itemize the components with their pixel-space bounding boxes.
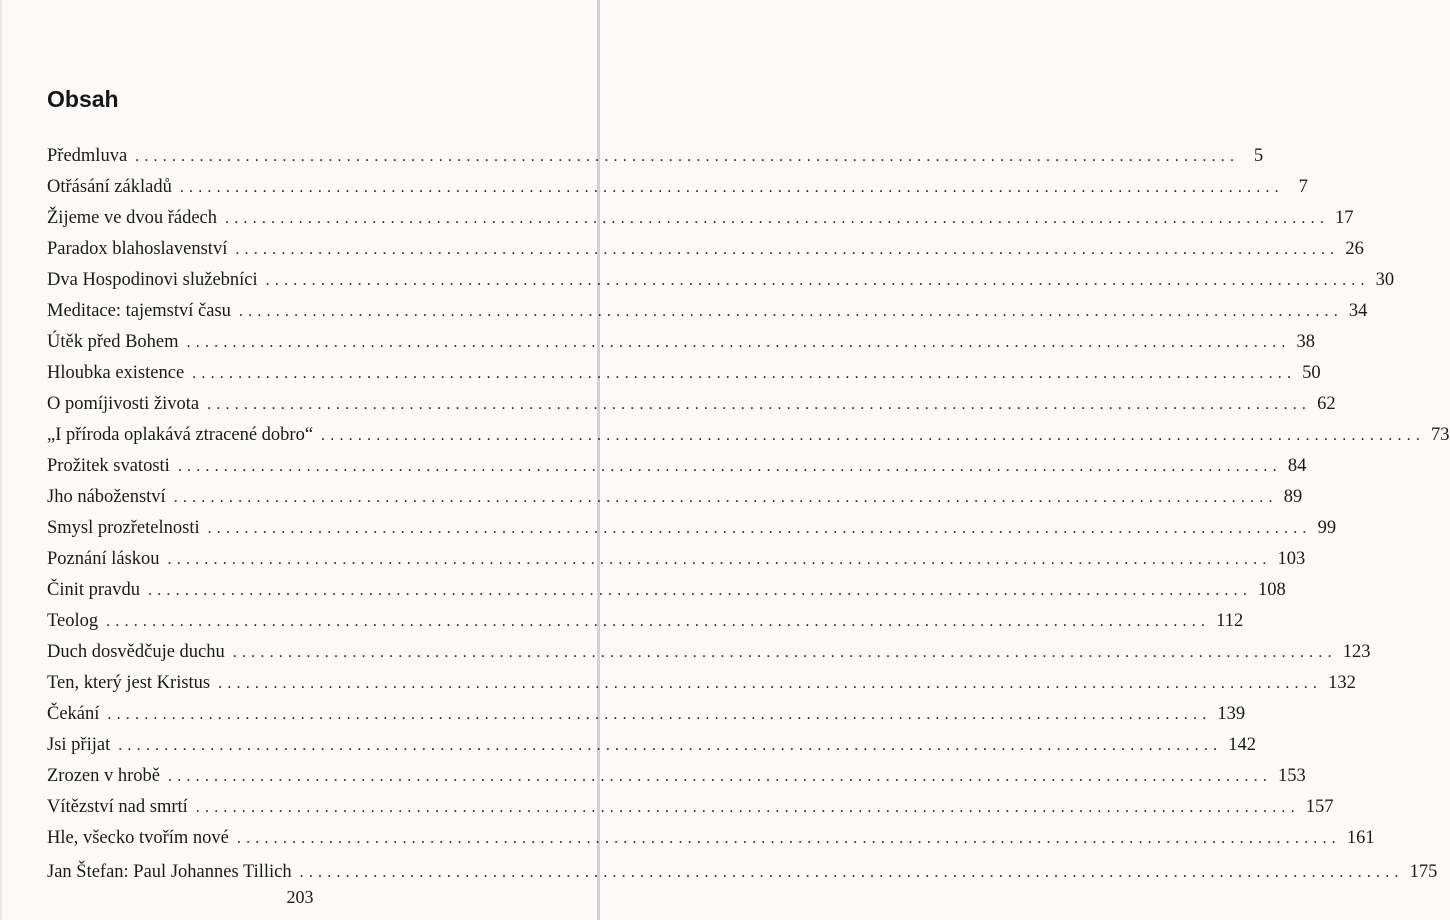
toc-leader-dots: ........................................................................................................................: [218, 675, 1323, 692]
toc-leader-dots: ........................................................................................................................: [192, 365, 1297, 382]
toc-entry-title: Teolog: [47, 611, 99, 631]
toc-entry: [47, 857, 1438, 887]
toc-entry-page: 84: [1287, 456, 1307, 476]
toc-entry: [47, 544, 1306, 574]
toc-entry: [47, 358, 1321, 388]
toc-entry-title: Poznání láskou: [47, 549, 160, 569]
toc-entry-page: 50: [1302, 363, 1321, 383]
toc-entry-page: 139: [1217, 704, 1246, 724]
toc-leader-dots: ........................................................................................................................: [107, 706, 1212, 723]
toc-entry-page: 112: [1216, 611, 1244, 631]
toc-entry-page: 30: [1375, 270, 1395, 290]
toc-entry-page: 157: [1305, 797, 1334, 817]
toc-leader-dots: ........................................................................................................................: [186, 334, 1291, 351]
toc-entry-title: Dva Hospodinovi služebníci: [47, 270, 258, 290]
toc-entry: [47, 203, 1354, 233]
toc-entry-title: Jan Štefan: Paul Johannes Tillich: [47, 862, 292, 882]
toc-leader-dots: ........................................................................................................................: [135, 148, 1240, 165]
toc-entry-title: Vítězství nad smrtí: [47, 797, 188, 817]
toc-entry-title: Smysl prozřetelnosti: [47, 518, 200, 538]
toc-leader-dots: ........................................................................................................................: [195, 799, 1300, 816]
toc-entry-page: 17: [1335, 208, 1354, 228]
toc-entry-title: Prožitek svatosti: [47, 456, 170, 476]
page-title: Obsah: [47, 86, 119, 112]
toc-leader-dots: ........................................................................................................................: [238, 303, 1343, 320]
toc-entry: [47, 172, 1308, 202]
toc-entry: [47, 389, 1336, 419]
toc-entry: [47, 141, 1264, 171]
toc-leader-dots: ........................................................................................................................: [207, 396, 1312, 413]
toc-entry-title: Paradox blahoslavenství: [47, 239, 228, 259]
toc-entry: [47, 296, 1368, 326]
toc-entry-title: Duch dosvědčuje duchu: [47, 642, 225, 662]
toc-entry-page: 142: [1228, 735, 1256, 755]
toc-entry-page: 108: [1258, 580, 1286, 600]
toc-entry: [47, 420, 1450, 450]
toc-entry-page: 175: [1409, 862, 1438, 882]
toc-entry: [47, 575, 1286, 605]
toc-entry-page: 161: [1346, 828, 1375, 848]
toc-leader-dots: ........................................................................................................................: [225, 210, 1330, 227]
toc-entry-title: Čekání: [47, 704, 100, 724]
toc-entry-title: Hloubka existence: [47, 363, 185, 383]
toc-entry-page: 103: [1277, 549, 1306, 569]
toc-entry: [47, 730, 1256, 760]
toc-entry: [47, 761, 1306, 791]
page-number: 203: [286, 887, 314, 907]
toc-leader-dots: ........................................................................................................................: [179, 179, 1284, 196]
toc-leader-dots: ........................................................................................................................: [232, 644, 1337, 661]
toc-leader-dots: ........................................................................................................................: [235, 241, 1340, 258]
toc-entry-page: 5: [1253, 146, 1264, 166]
toc-leader-dots: ........................................................................................................................: [118, 737, 1223, 754]
toc-entry-page: 62: [1317, 394, 1336, 414]
toc-entry-title: Činit pravdu: [47, 580, 141, 600]
toc-leader-dots: ........................................................................................................................: [177, 458, 1282, 475]
toc-entry-title: Zrozen v hrobě: [47, 766, 161, 786]
toc-entry-page: 26: [1345, 239, 1364, 259]
toc-entry-title: Jsi přijat: [47, 735, 111, 755]
toc-entry-title: Otřásání základů: [47, 177, 172, 197]
toc-entry: [47, 699, 1246, 729]
toc-entry-title: Žijeme ve dvou řádech: [47, 208, 218, 228]
toc-entry-title: „I příroda oplakává ztracené dobro“: [47, 425, 314, 445]
toc-leader-dots: ........................................................................................................................: [148, 582, 1253, 599]
toc-leader-dots: ........................................................................................................................: [236, 830, 1341, 847]
toc-entry-page: 38: [1296, 332, 1316, 352]
toc-leader-dots: ........................................................................................................................: [173, 489, 1278, 506]
toc-leader-dots: ........................................................................................................................: [299, 864, 1404, 881]
toc-entry: [47, 823, 1375, 853]
toc-entry: [47, 234, 1364, 264]
toc-leader-dots: ........................................................................................................................: [106, 613, 1211, 630]
toc-entry-title: Ten, který jest Kristus: [47, 673, 211, 693]
toc-entry: [47, 792, 1334, 822]
toc-entry-page: 153: [1278, 766, 1306, 786]
toc-entry: [47, 637, 1371, 667]
toc-leader-dots: ........................................................................................................................: [265, 272, 1370, 289]
toc-leader-dots: ........................................................................................................................: [167, 551, 1272, 568]
toc-entry-page: 34: [1348, 301, 1368, 321]
toc-entry-page: 89: [1283, 487, 1303, 507]
toc-entry-page: 7: [1298, 177, 1308, 197]
toc-entry: [47, 451, 1307, 481]
toc-entry-page: 73: [1431, 425, 1450, 445]
toc-leader-dots: ........................................................................................................................: [321, 427, 1426, 444]
toc-entry: [47, 265, 1395, 295]
toc-entry-title: Jho náboženství: [47, 487, 166, 507]
toc-leader-dots: ........................................................................................................................: [207, 520, 1312, 537]
toc-entry: [47, 513, 1337, 543]
page-edge-left: [0, 0, 2, 920]
toc-entry-title: Meditace: tajemství času: [47, 301, 231, 321]
toc-entry-title: Hle, všecko tvořím nové: [47, 828, 229, 848]
toc-entry: [47, 606, 1244, 636]
toc-entry-title: Útěk před Bohem: [47, 332, 179, 352]
toc-entry: [47, 668, 1356, 698]
toc-entry-page: 99: [1317, 518, 1337, 538]
toc-entry-title: O pomíjivosti života: [47, 394, 200, 414]
toc-entry-title: Předmluva: [47, 146, 128, 166]
toc-entry: [47, 482, 1303, 512]
toc-entry-page: 123: [1342, 642, 1371, 662]
toc-entry-page: 132: [1328, 673, 1356, 693]
toc-entry: [47, 327, 1316, 357]
toc-leader-dots: ........................................................................................................................: [168, 768, 1273, 785]
